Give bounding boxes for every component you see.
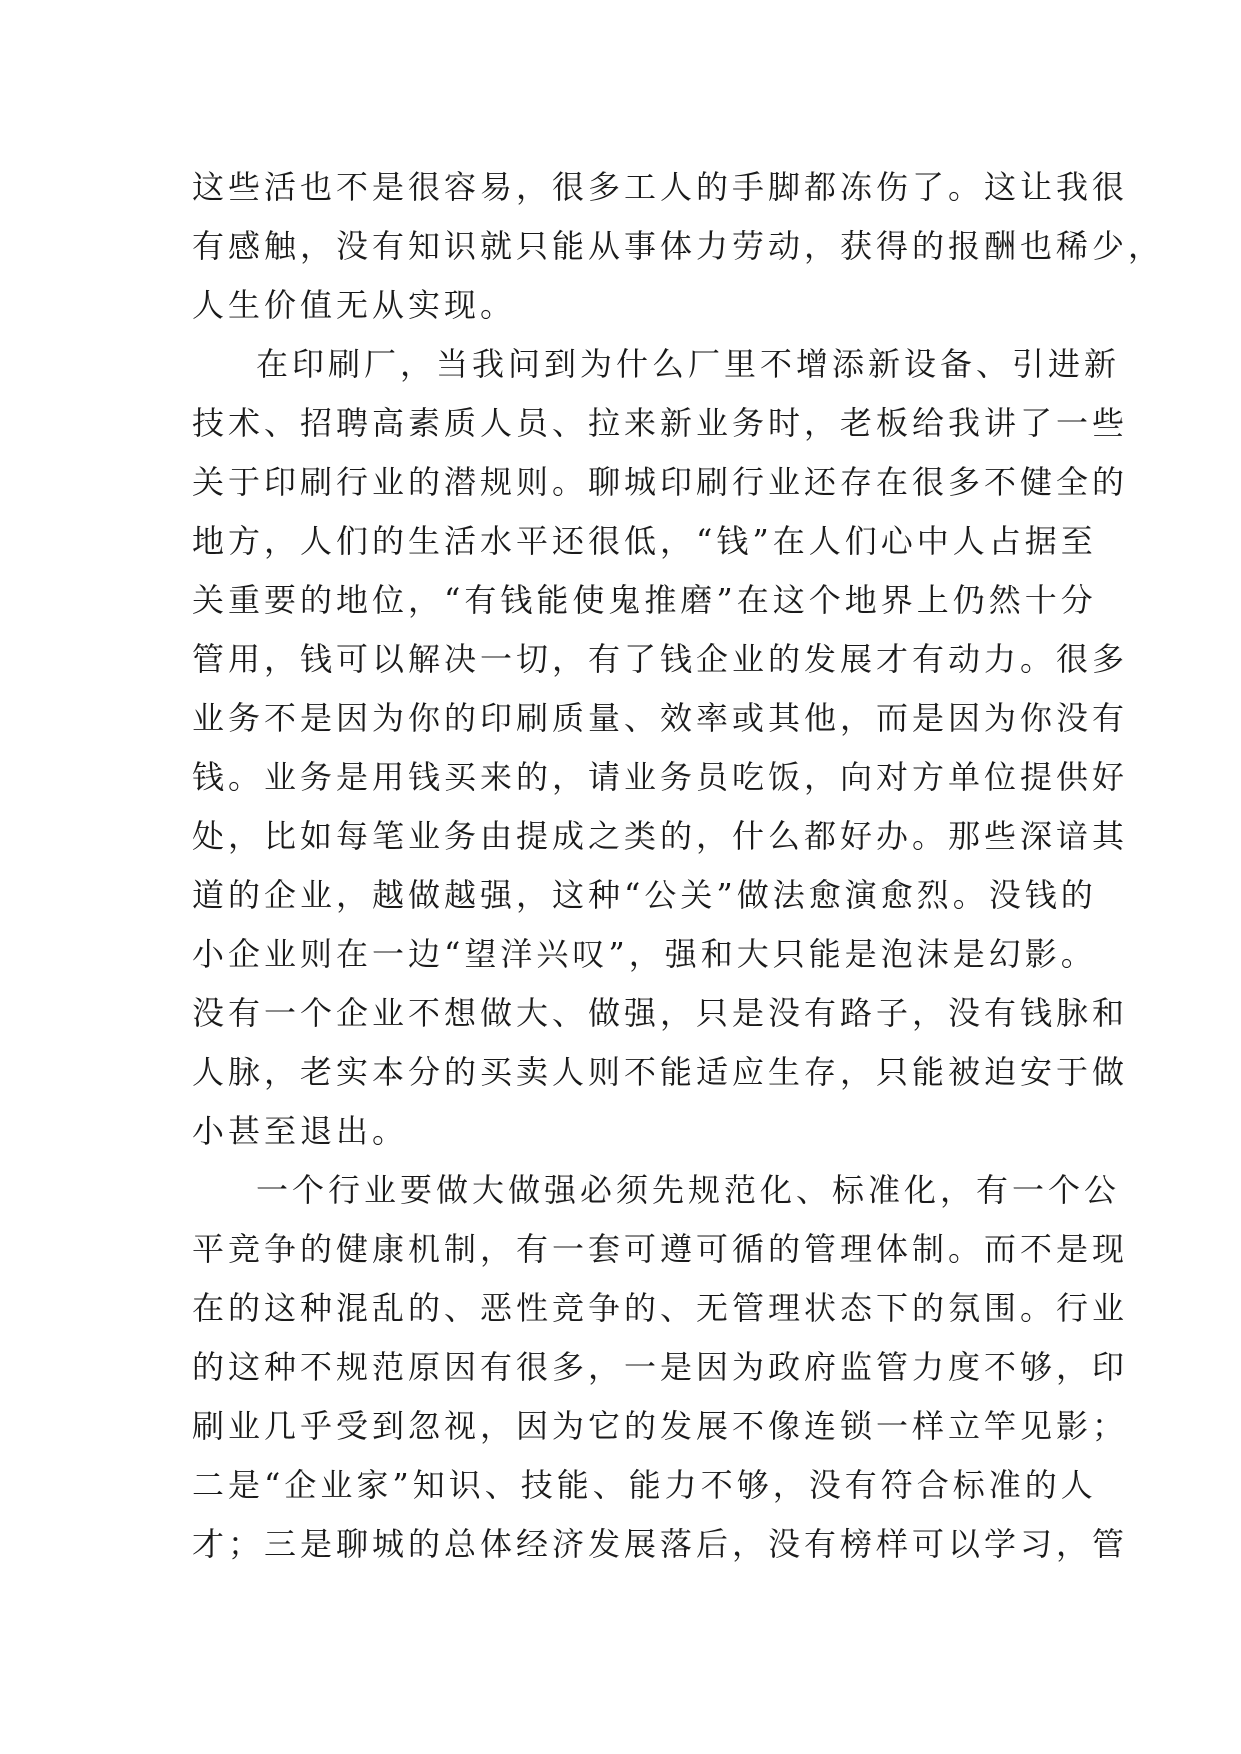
text-line: 地方，人们的生活水平还很低，“钱”在人们心中人占据至 (192, 522, 1097, 560)
body-text (192, 158, 1165, 1574)
text-line: 人生价值无从实现。 (192, 286, 517, 324)
text-line: 一个行业要做大做强必须先规范化、标准化，有一个公 (256, 1171, 1121, 1209)
text-line: 刷业几乎受到忽视，因为它的发展不像连锁一样立竿见影； (192, 1407, 1129, 1445)
text-line: 钱。业务是用钱买来的，请业务员吃饭，向对方单位提供好 (192, 758, 1129, 796)
text-line: 平竞争的健康机制，有一套可遵可循的管理体制。而不是现 (192, 1230, 1129, 1268)
text-line: 这些活也不是很容易，很多工人的手脚都冻伤了。这让我很 (192, 168, 1129, 206)
text-line: 没有一个企业不想做大、做强，只是没有路子，没有钱脉和 (192, 994, 1129, 1032)
text-line: 关重要的地位，“有钱能使鬼推磨”在这个地界上仍然十分 (192, 581, 1097, 619)
text-line: 才；三是聊城的总体经济发展落后，没有榜样可以学习，管 (192, 1525, 1129, 1563)
text-line: 业务不是因为你的印刷质量、效率或其他，而是因为你没有 (192, 699, 1129, 737)
text-line: 在印刷厂，当我问到为什么厂里不增添新设备、引进新 (256, 345, 1121, 383)
text-line: 在的这种混乱的、恶性竞争的、无管理状态下的氛围。行业 (192, 1289, 1129, 1327)
text-line: 二是“企业家”知识、技能、能力不够，没有符合标准的人 (192, 1466, 1097, 1504)
text-line: 人脉，老实本分的买卖人则不能适应生存，只能被迫安于做 (192, 1053, 1129, 1091)
text-line: 道的企业，越做越强，这种“公关”做法愈演愈烈。没钱的 (192, 876, 1097, 914)
text-line: 技术、招聘高素质人员、拉来新业务时，老板给我讲了一些 (192, 404, 1129, 442)
text-line: 处，比如每笔业务由提成之类的，什么都好办。那些深谙其 (192, 817, 1129, 855)
text-line: 小企业则在一边“望洋兴叹”，强和大只能是泡沫是幻影。 (192, 935, 1097, 973)
text-line: 小甚至退出。 (192, 1112, 409, 1150)
text-line: 的这种不规范原因有很多，一是因为政府监管力度不够，印 (192, 1348, 1129, 1386)
text-line: 有感触，没有知识就只能从事体力劳动，获得的报酬也稀少， (192, 227, 1165, 265)
text-line: 关于印刷行业的潜规则。聊城印刷行业还存在很多不健全的 (192, 463, 1129, 501)
text-line: 管用，钱可以解决一切，有了钱企业的发展才有动力。很多 (192, 640, 1129, 678)
